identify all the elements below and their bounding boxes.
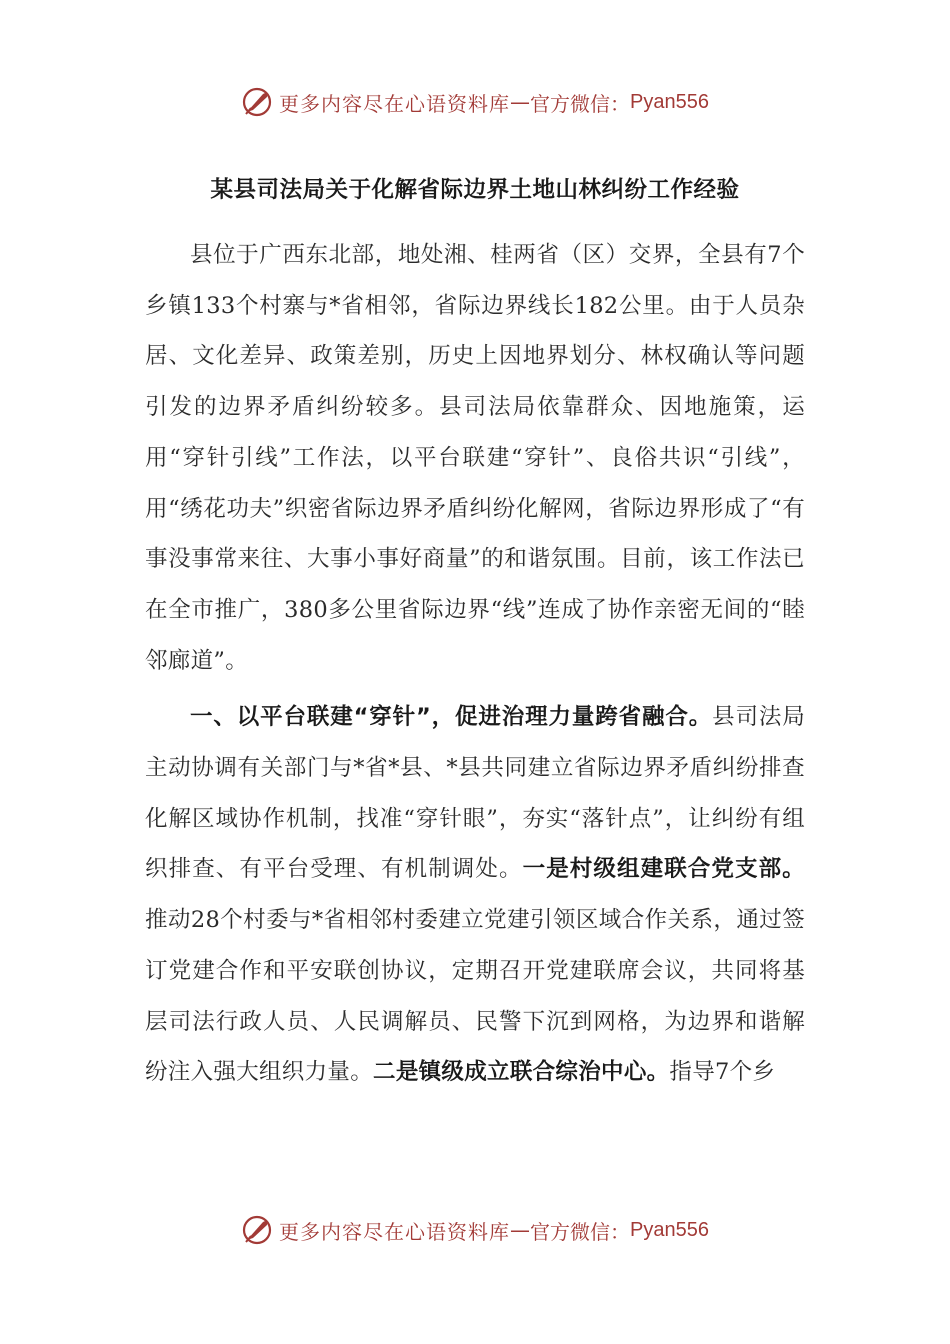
document-title: 某县司法局关于化解省际边界土地山林纠纷工作经验 bbox=[210, 177, 740, 203]
quill-pen-logo-icon bbox=[241, 86, 273, 118]
banner-dash: — bbox=[510, 1218, 531, 1242]
header-banner bbox=[0, 82, 950, 122]
banner-dash: — bbox=[510, 90, 531, 114]
banner-wechat-id: Pyan556 bbox=[630, 1218, 709, 1241]
quill-pen-logo-icon bbox=[241, 1214, 273, 1246]
point-2-text: 指导7个乡 bbox=[669, 1059, 776, 1086]
footer-banner bbox=[0, 1210, 950, 1250]
point-1-heading: 一是村级组建联合党支部。 bbox=[522, 856, 805, 883]
point-2-heading: 二是镇级成立联合综治中心。 bbox=[373, 1059, 670, 1086]
banner-brand-text: 更多内容尽在心语资料库 bbox=[279, 91, 511, 116]
banner-wechat-label: 官方微信： bbox=[530, 1219, 631, 1244]
banner-wechat-label: 官方微信： bbox=[530, 91, 631, 116]
section-1-paragraph bbox=[145, 692, 805, 1098]
intro-paragraph: 县位于广西东北部，地处湘、桂两省（区）交界，全县有7个乡镇133个村寨与*省相邻，省际边界线长182公里。由于人员杂居、文化差异、政策差别，历史上因地界划分、林权确认等问题引发的边界矛盾纠纷较多。县司法局依靠群众、因地施策，运用“穿针引线”工作法，以平台联建“穿针”、良俗共识“引线”，用“绣花功夫”织密省际边界矛盾纠纷化解网，省际边界形成了“有事没事常来往、大事小事好商量”的和谐氛围。目前，该工作法已在全市推广，380多公里省际边界“线”连成了协作亲密无间的“睦邻廊道”。 bbox=[145, 242, 805, 674]
document-body bbox=[145, 230, 805, 1098]
banner-wechat-id: Pyan556 bbox=[630, 90, 709, 113]
section-1-text: 县司法局主动协调有关部门与*省*县、*县共同建立省际边界矛盾纠纷排查化解区域协作机制，找准“穿针眼”，夯实“落针点”，让纠纷有组织排查、有平台受理、有机制调处。 bbox=[145, 704, 806, 883]
point-1-text: 推动28个村委与*省相邻村委建立党建引领区域合作关系，通过签订党建合作和平安联创协议，定期召开党建联席会议，共同将基层司法行政人员、人民调解员、民警下沉到网格，为边界和谐解纷注入强大组织力量。 bbox=[145, 907, 805, 1086]
banner-brand-text: 更多内容尽在心语资料库 bbox=[279, 1219, 511, 1244]
section-1-heading: 一、以平台联建“穿针”，促进治理力量跨省融合。 bbox=[190, 704, 713, 731]
